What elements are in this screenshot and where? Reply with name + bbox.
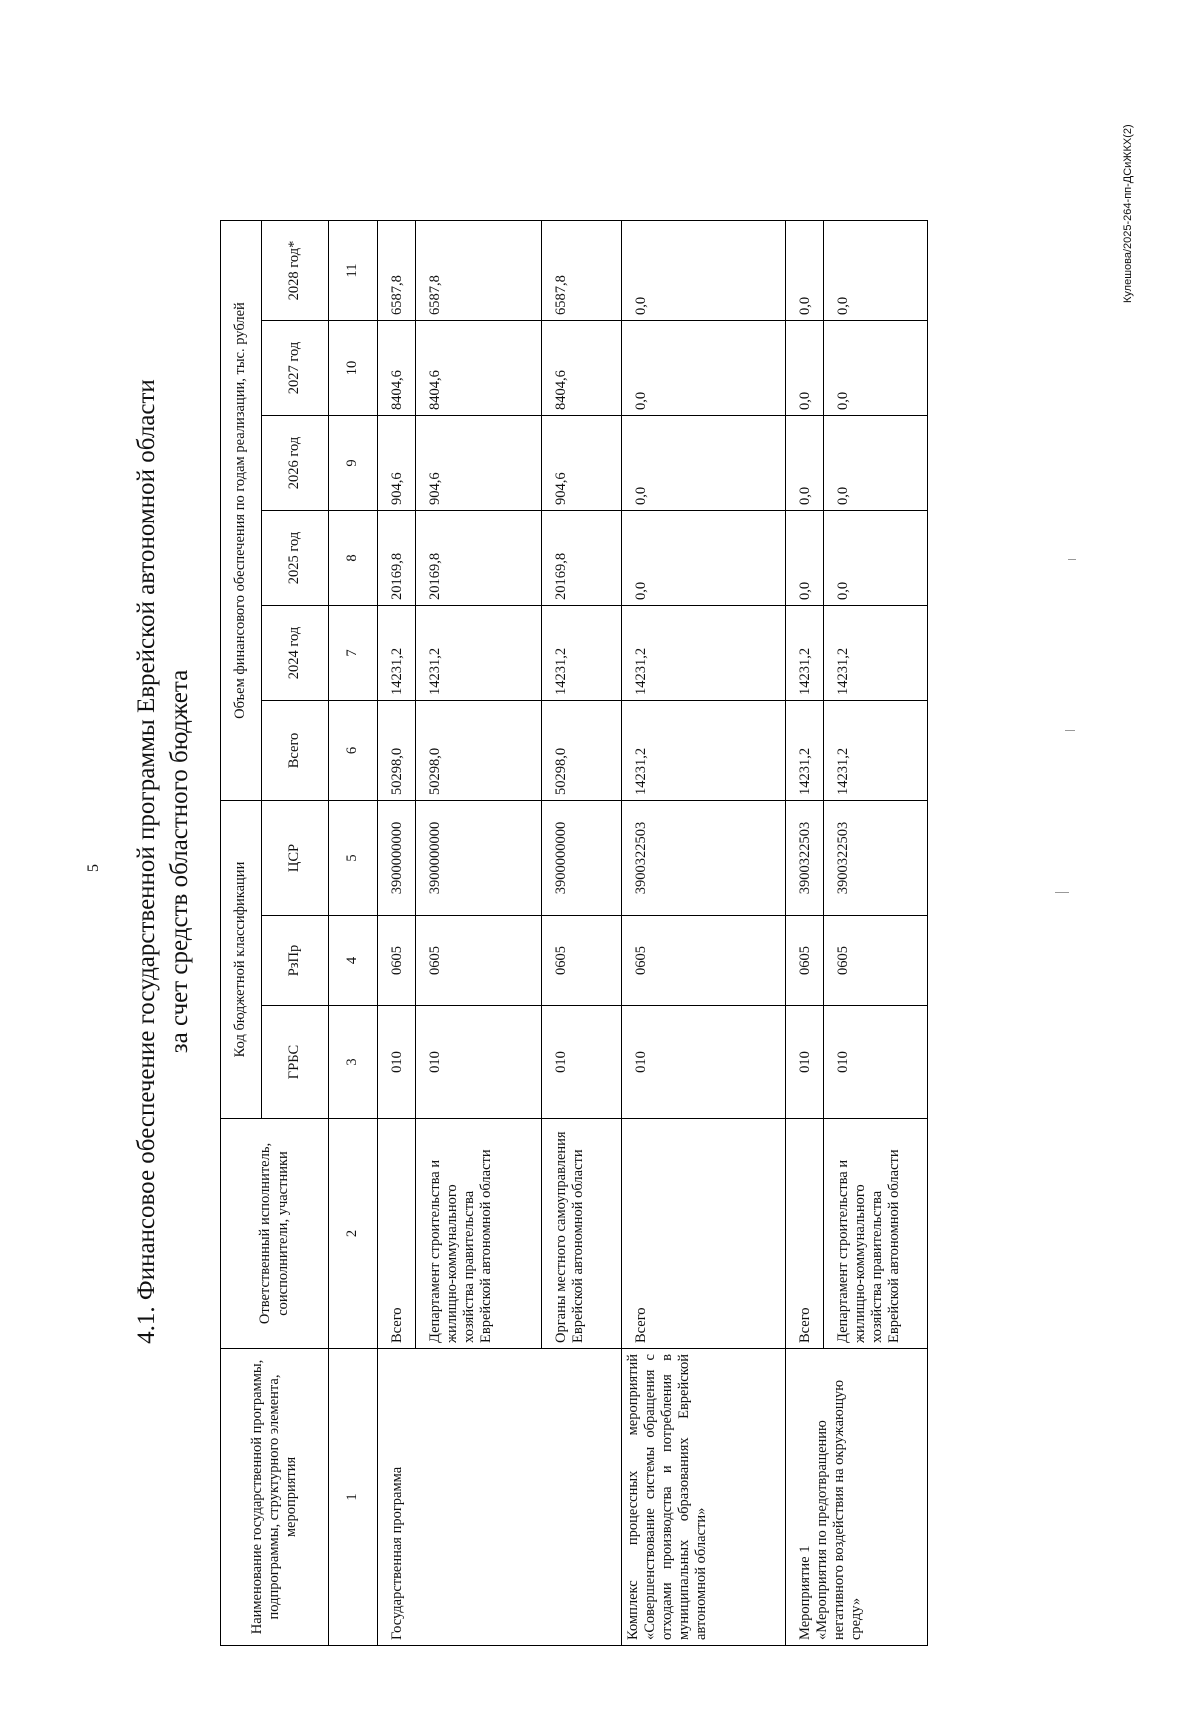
cell-total: 14231,2 (824, 701, 928, 801)
document-reference: Кулешова/2025-264-пп-ДСиЖКХ(2) (1122, 124, 1134, 303)
header-rzpr: РзПр (262, 916, 329, 1006)
cell-2028: 0,0 (786, 221, 824, 321)
cell-rzpr: 0605 (542, 916, 622, 1006)
scan-mark (1055, 892, 1069, 893)
cell-csr: 3900000000 (542, 801, 622, 916)
cell-2025: 0,0 (786, 511, 824, 606)
executor: Всего (378, 1119, 416, 1349)
header-total: Всего (262, 701, 329, 801)
cell-2024: 14231,2 (786, 606, 824, 701)
scan-mark (1065, 730, 1075, 731)
cell-grbs: 010 (824, 1006, 928, 1119)
section-name: Комплекс процессных мероприятий «Совершенствование системы обращения с отходами производства и потребления в муниципальных образованиях Еврейской автономной области» (622, 1349, 786, 1646)
scan-mark (1068, 559, 1076, 560)
column-number: 3 (329, 1006, 378, 1119)
measure-number: Мероприятие 1 (797, 1545, 813, 1640)
table-row (622, 221, 786, 1646)
table-row (378, 221, 416, 1646)
column-number: 1 (329, 1349, 378, 1646)
column-number: 6 (329, 701, 378, 801)
header-2027: 2027 год (262, 321, 329, 416)
cell-2028: 0,0 (622, 221, 786, 321)
table-row (786, 221, 824, 1646)
cell-rzpr: 0605 (622, 916, 786, 1006)
cell-total: 14231,2 (786, 701, 824, 801)
header-2024: 2024 год (262, 606, 329, 701)
cell-rzpr: 0605 (416, 916, 542, 1006)
header-program-name: Наименование государственной программы, подпрограммы, структурного элемента, мероприятия (221, 1349, 329, 1646)
cell-rzpr: 0605 (786, 916, 824, 1006)
header-2028: 2028 год* (262, 221, 329, 321)
column-number: 5 (329, 801, 378, 916)
cell-2028: 0,0 (824, 221, 928, 321)
cell-2026: 904,6 (378, 416, 416, 511)
financing-table (220, 220, 928, 1646)
header-grbs: ГРБС (262, 1006, 329, 1119)
title-line-2: за счет средств областного бюджета (166, 669, 193, 1054)
section-name: Государственная программа (378, 1349, 622, 1646)
cell-csr: 3900000000 (378, 801, 416, 916)
cell-csr: 3900322503 (824, 801, 928, 916)
cell-2028: 6587,8 (542, 221, 622, 321)
cell-2026: 904,6 (416, 416, 542, 511)
cell-grbs: 010 (622, 1006, 786, 1119)
cell-2027: 0,0 (622, 321, 786, 416)
page-number: 5 (85, 864, 102, 872)
column-number: 4 (329, 916, 378, 1006)
cell-2026: 0,0 (622, 416, 786, 511)
cell-2024: 14231,2 (622, 606, 786, 701)
cell-csr: 3900322503 (786, 801, 824, 916)
cell-2025: 20169,8 (542, 511, 622, 606)
cell-grbs: 010 (378, 1006, 416, 1119)
cell-2024: 14231,2 (824, 606, 928, 701)
cell-csr: 3900000000 (416, 801, 542, 916)
cell-total: 50298,0 (416, 701, 542, 801)
cell-2026: 904,6 (542, 416, 622, 511)
cell-grbs: 010 (786, 1006, 824, 1119)
cell-grbs: 010 (542, 1006, 622, 1119)
cell-total: 50298,0 (378, 701, 416, 801)
cell-csr: 3900322503 (622, 801, 786, 916)
cell-2024: 14231,2 (542, 606, 622, 701)
column-number: 2 (329, 1119, 378, 1349)
cell-2026: 0,0 (786, 416, 824, 511)
cell-2027: 0,0 (786, 321, 824, 416)
header-funding: Объем финансового обеспечения по годам реализации, тыс. рублей (221, 221, 262, 801)
cell-2028: 6587,8 (416, 221, 542, 321)
cell-2028: 6587,8 (378, 221, 416, 321)
measure-title: «Мероприятия по предотвращению негативного воздействия на окружающую среду» (814, 1379, 865, 1640)
column-number: 10 (329, 321, 378, 416)
header-2026: 2026 год (262, 416, 329, 511)
cell-2024: 14231,2 (416, 606, 542, 701)
header-2025: 2025 год (262, 511, 329, 606)
cell-2024: 14231,2 (378, 606, 416, 701)
executor: Департамент строительства и жилищно-коммунального хозяйства правительства Еврейской автономной области (416, 1119, 542, 1349)
column-number: 7 (329, 606, 378, 701)
header-executor: Ответственный исполнитель, соисполнители, участники (221, 1119, 329, 1349)
cell-2025: 0,0 (622, 511, 786, 606)
cell-2026: 0,0 (824, 416, 928, 511)
executor: Органы местного самоуправления Еврейской автономной области (542, 1119, 622, 1349)
title-line-1: 4.1. Финансовое обеспечение государственной программы Еврейской автономной области (133, 379, 160, 1344)
cell-2025: 20169,8 (416, 511, 542, 606)
cell-2025: 20169,8 (378, 511, 416, 606)
column-number: 8 (329, 511, 378, 606)
cell-rzpr: 0605 (378, 916, 416, 1006)
header-csr: ЦСР (262, 801, 329, 916)
cell-2027: 8404,6 (542, 321, 622, 416)
cell-2027: 0,0 (824, 321, 928, 416)
column-number: 11 (329, 221, 378, 321)
executor: Всего (622, 1119, 786, 1349)
column-number: 9 (329, 416, 378, 511)
cell-2027: 8404,6 (416, 321, 542, 416)
cell-2027: 8404,6 (378, 321, 416, 416)
executor: Всего (786, 1119, 824, 1349)
section-name (786, 1349, 928, 1646)
cell-rzpr: 0605 (824, 916, 928, 1006)
executor: Департамент строительства и жилищно-коммунального хозяйства правительства Еврейской автономной области (824, 1119, 928, 1349)
cell-2025: 0,0 (824, 511, 928, 606)
header-budget-code: Код бюджетной классификации (221, 801, 262, 1119)
cell-grbs: 010 (416, 1006, 542, 1119)
cell-total: 14231,2 (622, 701, 786, 801)
cell-total: 50298,0 (542, 701, 622, 801)
